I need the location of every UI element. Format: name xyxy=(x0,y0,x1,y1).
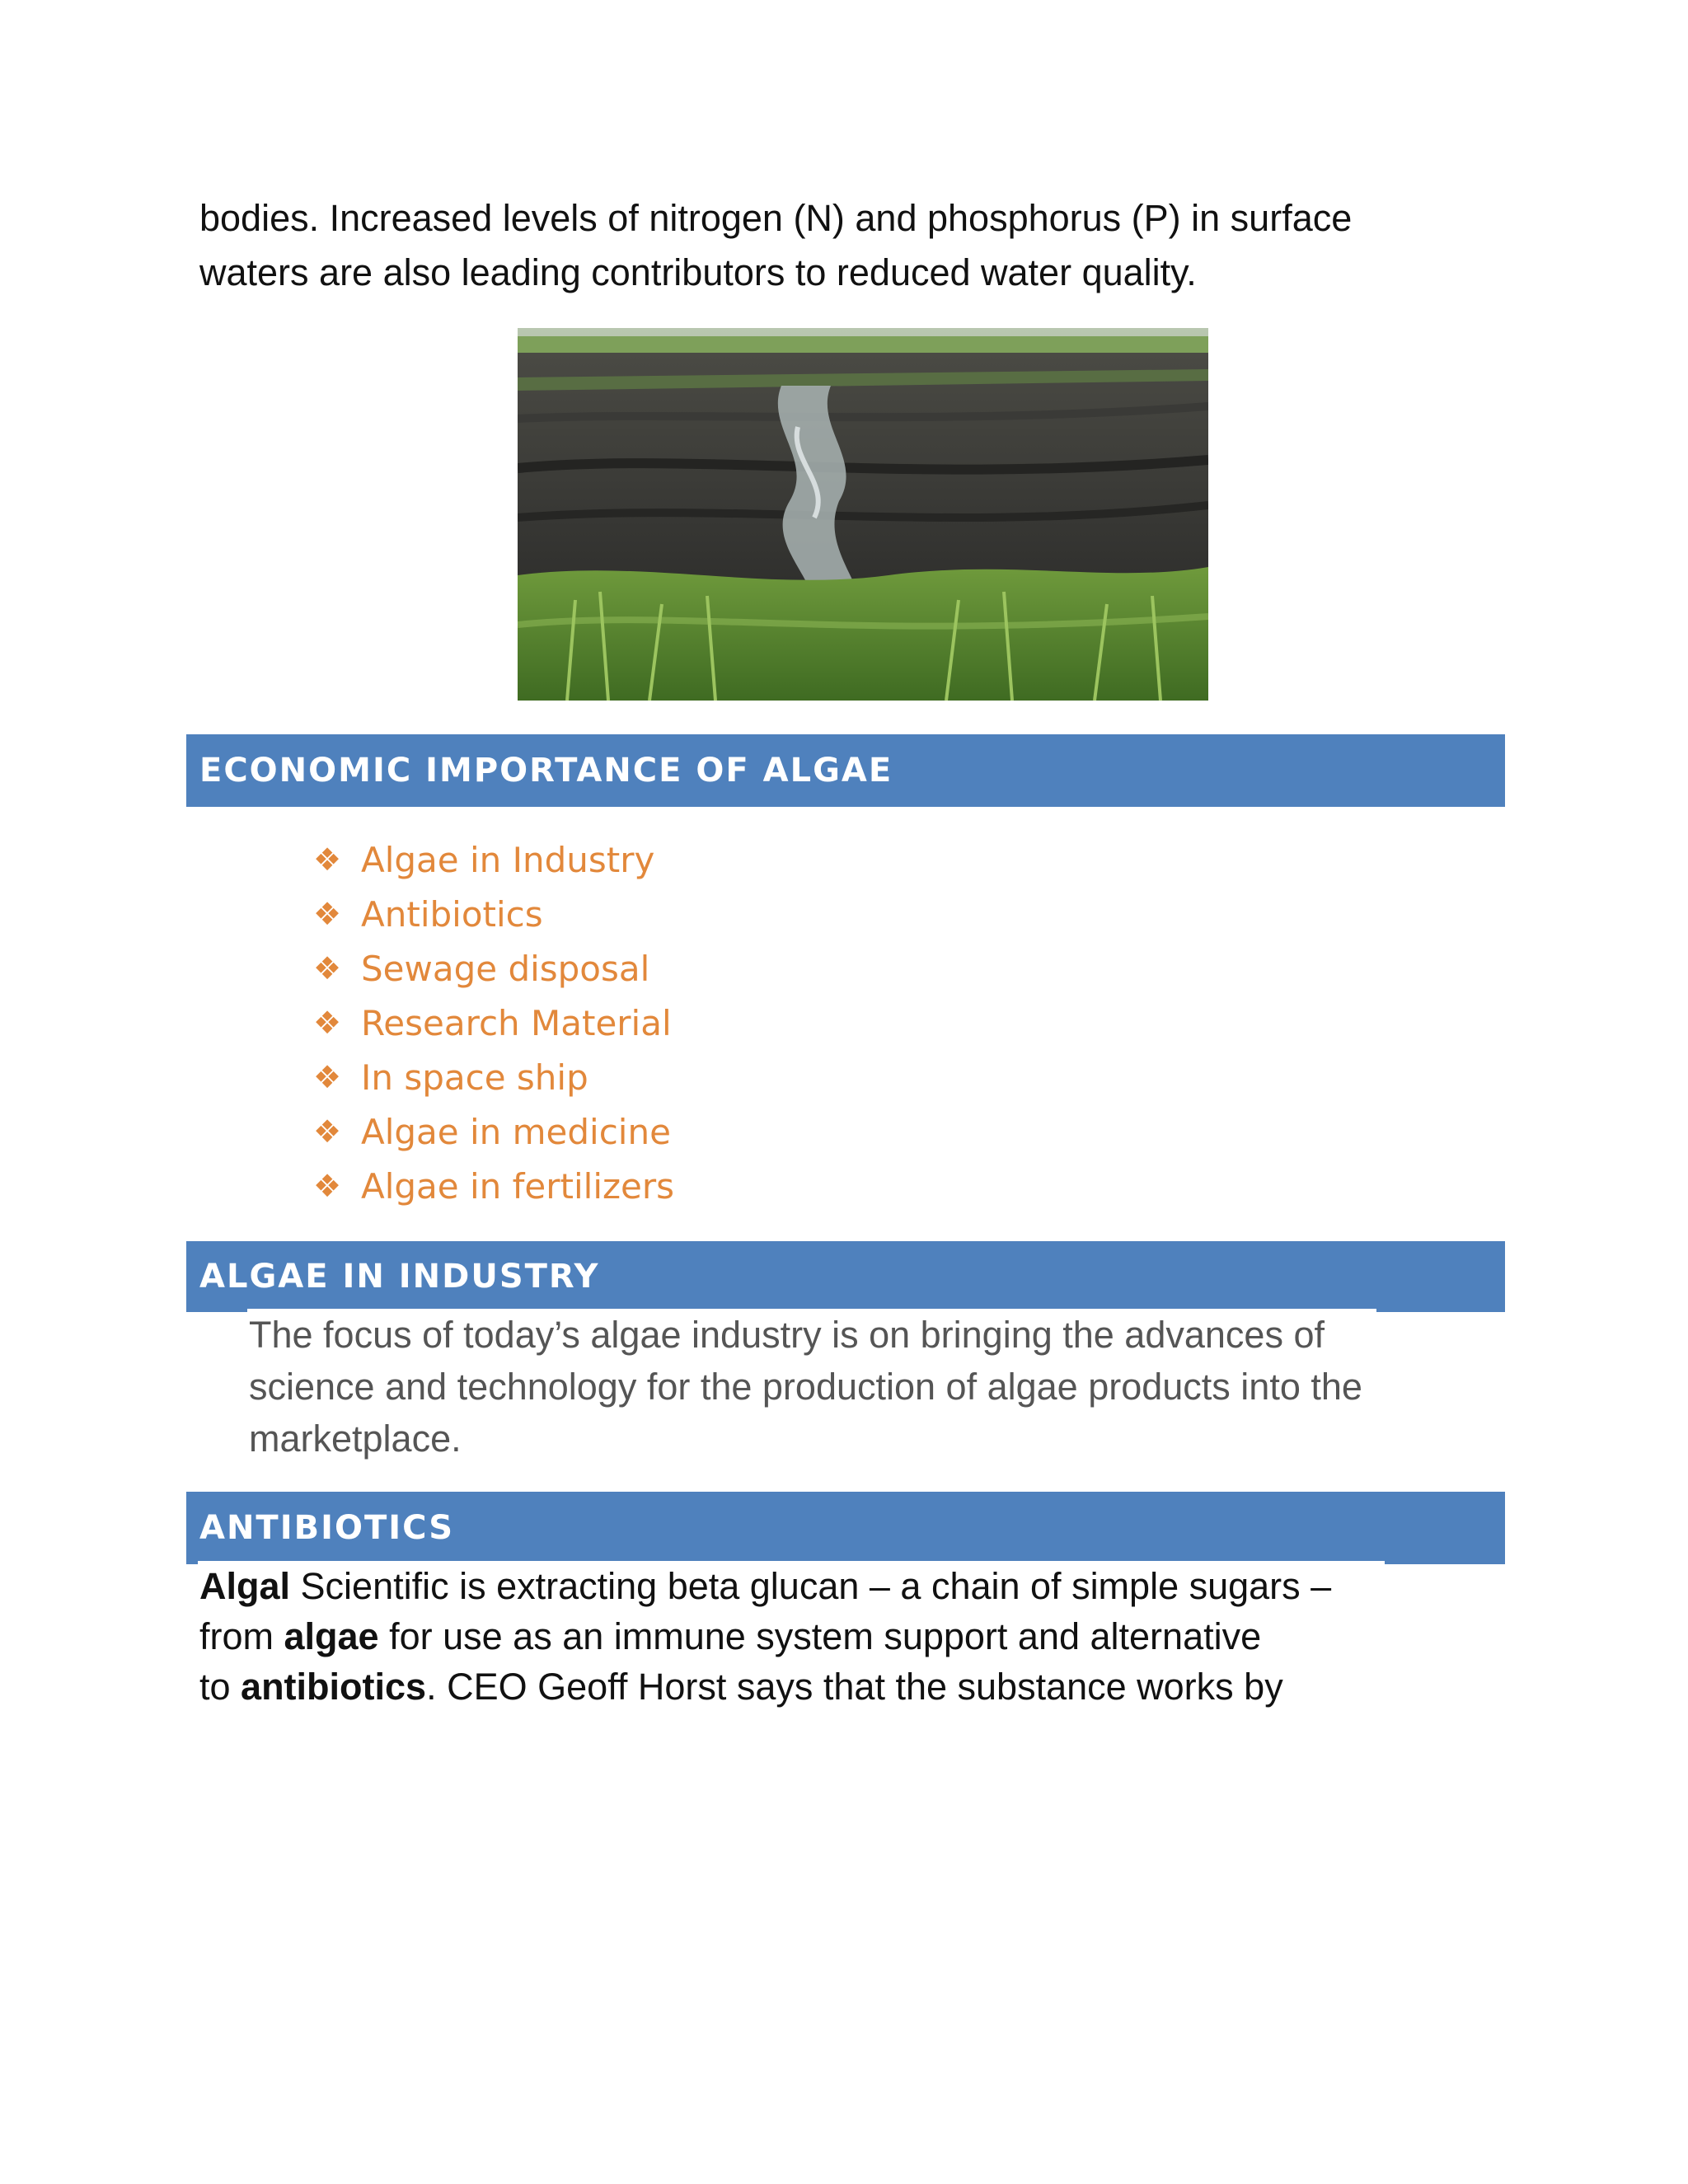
diamond-cluster-icon: ❖ xyxy=(313,841,342,878)
industry-line-3: marketplace. xyxy=(249,1418,462,1460)
list-item-label: Sewage disposal xyxy=(361,948,650,989)
list-item-label: Algae in medicine xyxy=(361,1111,671,1152)
list-item-label: Antibiotics xyxy=(361,893,543,935)
bold-term-algal: Algal xyxy=(199,1565,291,1607)
antibiotics-text-part: from xyxy=(199,1615,284,1657)
list-item-label: Algae in Industry xyxy=(361,839,655,880)
diamond-cluster-icon: ❖ xyxy=(313,1005,342,1041)
diamond-cluster-icon: ❖ xyxy=(313,1059,342,1095)
list-item xyxy=(313,887,674,941)
list-item xyxy=(313,1104,674,1159)
industry-paragraph xyxy=(249,1309,1485,1465)
antibiotics-paragraph xyxy=(199,1561,1485,1712)
diamond-cluster-icon: ❖ xyxy=(313,1168,342,1204)
industry-line-2: science and technology for the production of algae products into the xyxy=(249,1366,1362,1408)
intro-paragraph xyxy=(199,191,1502,300)
intro-line-2: waters are also leading contributors to reduced water quality. xyxy=(199,251,1197,293)
section-heading-economic-importance xyxy=(186,734,1505,807)
list-item xyxy=(313,941,674,996)
industry-line-1: The focus of today’s algae industry is on bringing the advances of xyxy=(249,1314,1325,1356)
diamond-cluster-icon: ❖ xyxy=(313,950,342,987)
antibiotics-text-part: for use as an immune system support and alternative xyxy=(378,1615,1262,1657)
farm-runoff-photo xyxy=(518,328,1208,701)
diamond-cluster-icon: ❖ xyxy=(313,1113,342,1150)
list-item-label: Algae in fertilizers xyxy=(361,1165,675,1207)
economic-importance-list xyxy=(313,832,674,1213)
section-heading-antibiotics xyxy=(186,1492,1505,1564)
industry-heading-text: ALGAE IN INDUSTRY xyxy=(199,1258,600,1296)
list-item xyxy=(313,1159,674,1213)
bold-term-antibiotics: antibiotics xyxy=(241,1666,427,1708)
farm-runoff-illustration xyxy=(518,328,1208,701)
list-item-label: Research Material xyxy=(361,1002,672,1043)
list-item-label: In space ship xyxy=(361,1057,588,1098)
diamond-cluster-icon: ❖ xyxy=(313,896,342,932)
section-heading-algae-in-industry xyxy=(186,1241,1505,1312)
antibiotics-text-part: to xyxy=(199,1666,241,1708)
list-item xyxy=(313,996,674,1050)
antibiotics-heading-text: ANTIBIOTICS xyxy=(199,1509,455,1547)
intro-line-1: bodies. Increased levels of nitrogen (N) and phosphorus (P) in surface xyxy=(199,197,1353,239)
antibiotics-text-part: . CEO Geoff Horst says that the substance works by xyxy=(426,1666,1283,1708)
economic-heading-text: ECONOMIC IMPORTANCE OF ALGAE xyxy=(199,752,893,790)
antibiotics-text-part: Scientific is extracting beta glucan – a chain of simple sugars – xyxy=(290,1565,1332,1607)
bold-term-algae: algae xyxy=(284,1615,379,1657)
list-item xyxy=(313,1050,674,1104)
list-item xyxy=(313,832,674,887)
